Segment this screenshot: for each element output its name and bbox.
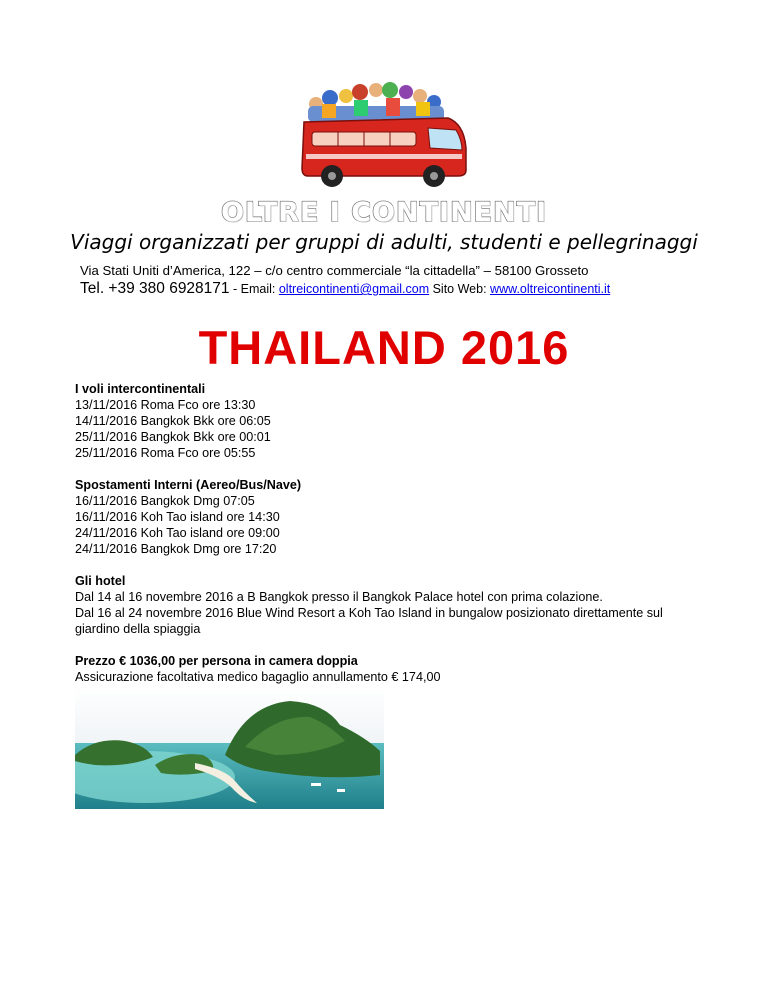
flight-line: 25/11/2016 Bangkok Bkk ore 00:01 bbox=[75, 430, 271, 444]
page-title: THAILAND 2016 bbox=[198, 321, 570, 374]
transfer-line: 16/11/2016 Koh Tao island ore 14:30 bbox=[75, 510, 280, 524]
hotel-line: giardino della spiaggia bbox=[75, 622, 201, 636]
transfer-line: 24/11/2016 Koh Tao island ore 09:00 bbox=[75, 526, 280, 540]
hotels-heading: Gli hotel bbox=[75, 574, 126, 588]
hotels-section bbox=[75, 573, 663, 637]
island-photo bbox=[75, 685, 384, 809]
flights-section bbox=[75, 381, 271, 461]
brand-name: OLTRE I CONTINENTI bbox=[220, 197, 548, 228]
email-label: - Email: bbox=[229, 282, 279, 296]
website-link[interactable]: www.oltreicontinenti.it bbox=[490, 282, 611, 296]
flight-line: 14/11/2016 Bangkok Bkk ore 06:05 bbox=[75, 414, 271, 428]
price-section bbox=[75, 653, 440, 685]
tagline: Viaggi organizzati per gruppi di adulti, studenti e pellegrinaggi bbox=[70, 230, 698, 254]
address: Via Stati Uniti d’America, 122 – c/o centro commerciale “la cittadella” – 58100 Grosseto bbox=[80, 263, 589, 278]
insurance-line: Assicurazione facoltativa medico bagaglio annullamento € 174,00 bbox=[75, 670, 441, 684]
telephone: Tel. +39 380 6928171 bbox=[80, 280, 230, 297]
price-heading: Prezzo € 1036,00 per persona in camera doppia bbox=[75, 654, 358, 668]
hotel-line: Dal 14 al 16 novembre 2016 a B Bangkok presso il Bangkok Palace hotel con prima colazione. bbox=[75, 590, 603, 604]
flights-heading: I voli intercontinentali bbox=[75, 382, 206, 396]
web-label: Sito Web: bbox=[429, 282, 491, 296]
email-link[interactable]: oltreicontinenti@gmail.com bbox=[278, 282, 430, 296]
transfers-section bbox=[75, 477, 301, 557]
transfers-heading: Spostamenti Interni (Aereo/Bus/Nave) bbox=[75, 478, 302, 492]
transfer-line: 16/11/2016 Bangkok Dmg 07:05 bbox=[75, 494, 255, 508]
hotel-line: Dal 16 al 24 novembre 2016 Blue Wind Resort a Koh Tao Island in bungalow posizionato direttamente sul bbox=[75, 606, 663, 620]
flight-line: 13/11/2016 Roma Fco ore 13:30 bbox=[75, 398, 256, 412]
flight-line: 25/11/2016 Roma Fco ore 05:55 bbox=[75, 446, 256, 460]
bus-logo-icon bbox=[298, 78, 470, 190]
contact-line bbox=[80, 280, 610, 298]
transfer-line: 24/11/2016 Bangkok Dmg ore 17:20 bbox=[75, 542, 277, 556]
